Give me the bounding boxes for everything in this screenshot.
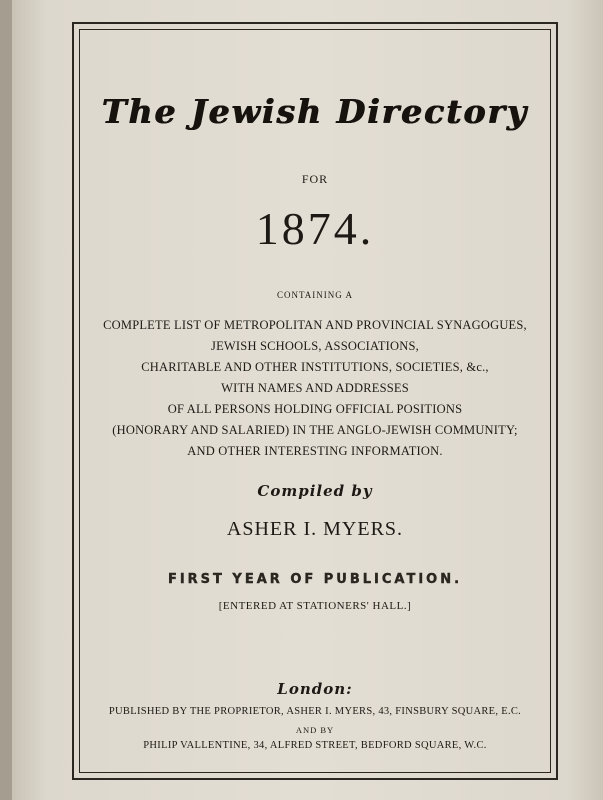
registration-note: [ENTERED AT STATIONERS' HALL.] — [218, 600, 412, 612]
page-border — [72, 22, 558, 780]
description-line: OF ALL PERSONS HOLDING OFFICIAL POSITIONS — [167, 402, 463, 416]
book-title: The Jewish Directory — [101, 92, 529, 131]
compiled-by: Compiled by — [257, 482, 373, 500]
title-page — [12, 0, 603, 800]
author-name: ASHER I. MYERS. — [226, 518, 404, 540]
edition-note: FIRST YEAR OF PUBLICATION. — [167, 572, 463, 587]
description-block — [74, 315, 556, 462]
year: 1874. — [255, 203, 375, 254]
description-line: JEWISH SCHOOLS, ASSOCIATIONS, — [211, 339, 419, 353]
containing-label: CONTAINING A — [276, 290, 354, 300]
and-by: AND BY — [295, 725, 335, 735]
imprint-city: London: — [277, 680, 353, 698]
for-label: FOR — [301, 172, 329, 186]
publisher-line: PUBLISHED BY THE PROPRIETOR, ASHER I. MYERS, 43, FINSBURY SQUARE, E.C. — [108, 706, 522, 717]
description-line: (HONORARY AND SALARIED) IN THE ANGLO-JEWISH COMMUNITY; — [112, 423, 518, 437]
description-line: CHARITABLE AND OTHER INSTITUTIONS, SOCIETIES, &c., — [141, 360, 489, 374]
description-line: AND OTHER INTERESTING INFORMATION. — [187, 444, 443, 458]
second-publisher-line: PHILIP VALLENTINE, 34, ALFRED STREET, BEDFORD SQUARE, W.C. — [143, 740, 487, 751]
description-line: COMPLETE LIST OF METROPOLITAN AND PROVINCIAL SYNAGOGUES, — [103, 318, 527, 332]
description-line: WITH NAMES AND ADDRESSES — [221, 381, 409, 395]
